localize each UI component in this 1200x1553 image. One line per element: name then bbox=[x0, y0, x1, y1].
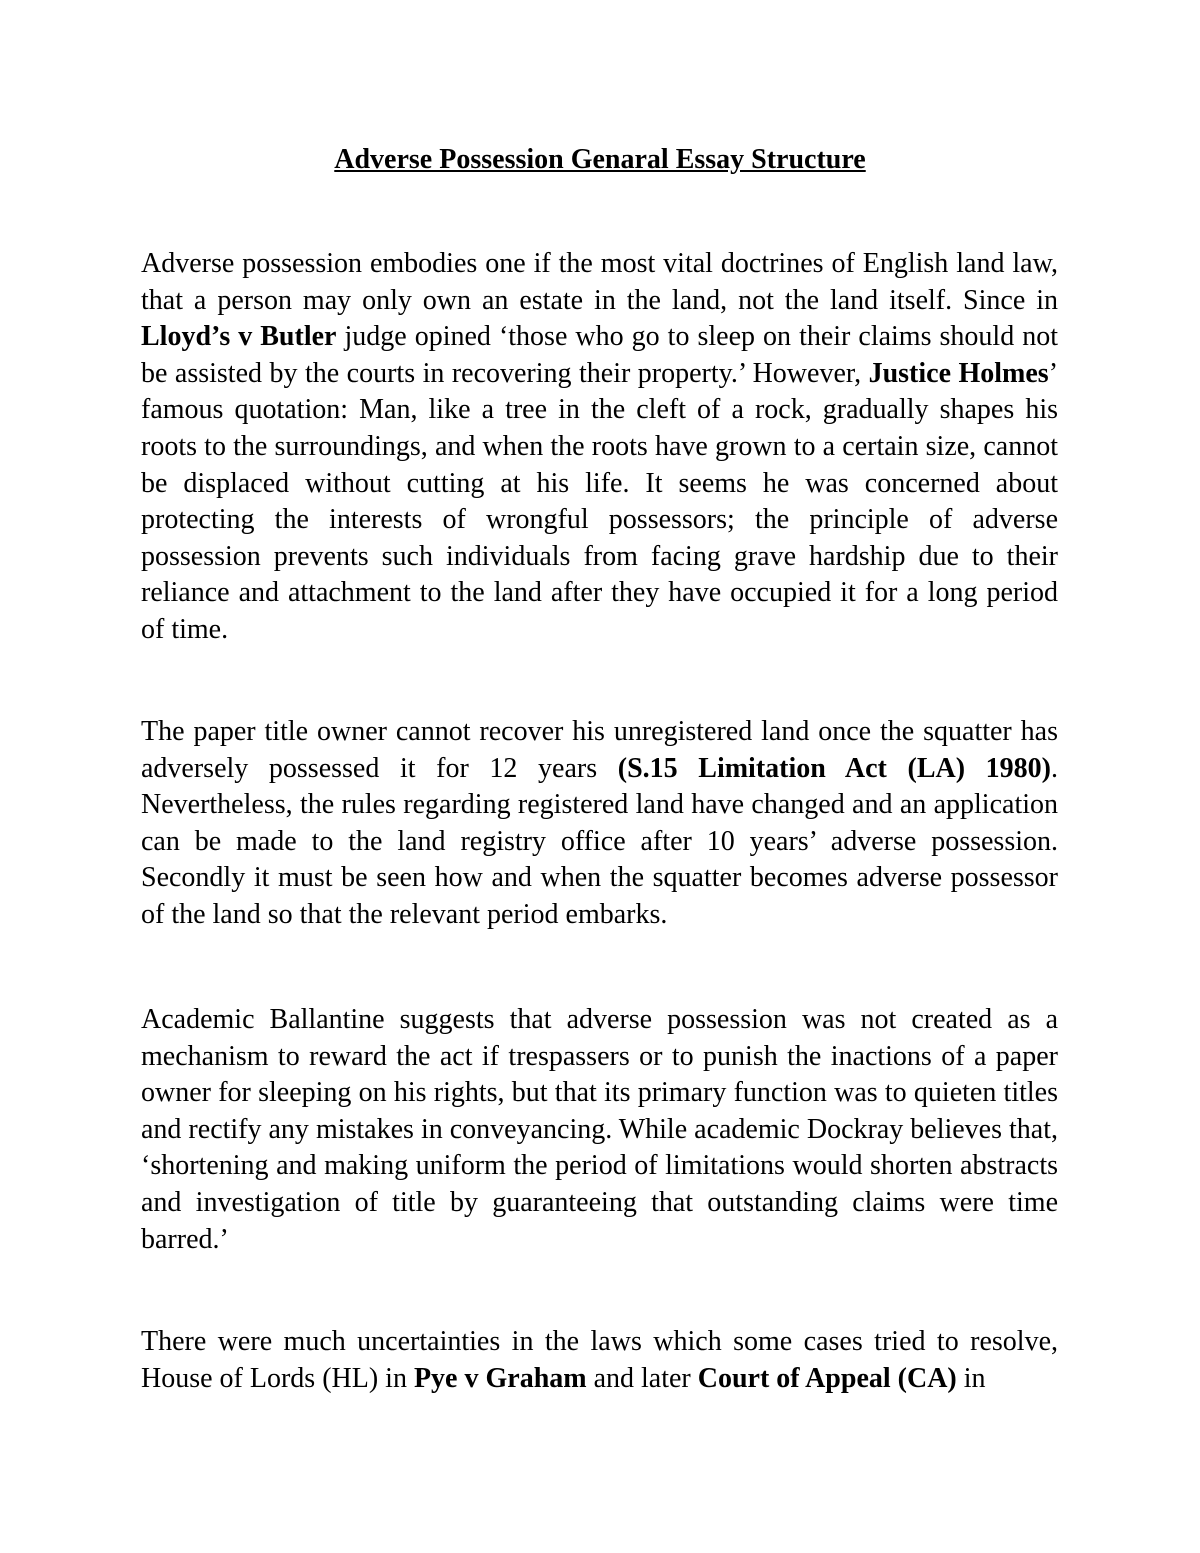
paragraph-4-text-b: and later bbox=[586, 1362, 698, 1394]
paragraph-4-text-a: There were much uncertainties in the laws which some cases tried to resolve, House of Lords (HL) in bbox=[141, 1326, 1058, 1394]
paragraph-1 bbox=[141, 246, 1058, 649]
paragraph-3 bbox=[141, 1002, 1058, 1258]
paragraph-2-text-a: The paper title owner cannot recover his unregistered land once the squatter has adversely possessed it for 12 years bbox=[141, 716, 1058, 784]
paragraph-1-text-a: Adverse possession embodies one if the most vital doctrines of English land law, that a person may only own an estate in the land, not the land itself. Since in bbox=[141, 248, 1058, 316]
paragraph-2-text-b: . Nevertheless, the rules regarding registered land have changed and an application can be made to the land registry office after 10 years’ adverse possession. Secondly it must be seen how and when the squatter becomes adverse possessor of the land so that the relevant period embarks. bbox=[141, 752, 1058, 930]
statute-limitation-act: (S.15 Limitation Act (LA) 1980) bbox=[617, 752, 1051, 784]
paragraph-1-text-c: ’ famous quotation: Man, like a tree in the cleft of a rock, gradually shapes his roots to the surroundings, and when the roots have grown to a certain size, cannot be displaced without cutting at his life. It seems he was concerned about protecting the interests of wrongful possessors; the principle of adverse possession prevents such individuals from facing grave hardship due to their reliance and attachment to the land after they have occupied it for a long period of time. bbox=[141, 357, 1059, 645]
paragraph-2 bbox=[141, 714, 1058, 934]
paragraph-3-text: Academic Ballantine suggests that adverse possession was not created as a mechanism to reward the act if trespassers or to punish the inactions of a paper owner for sleeping on his rights, but that its primary function was to quieten titles and rectify any mistakes in conveyancing. While academic Dockray believes that, ‘shortening and making uniform the period of limitations would shorten abstracts and investigation of title by guaranteeing that outstanding claims were time barred.’ bbox=[141, 1004, 1058, 1255]
case-lloyds-v-butler: Lloyd’s v Butler bbox=[141, 321, 337, 353]
court-of-appeal: Court of Appeal (CA) bbox=[697, 1362, 957, 1394]
paragraph-4-text-c: in bbox=[956, 1362, 986, 1394]
paragraph-1-text-b: judge opined ‘those who go to sleep on their claims should not be assisted by the courts in recovering their property.’ However, bbox=[141, 321, 1058, 389]
document-title: Adverse Possession Genaral Essay Structure bbox=[334, 144, 866, 175]
justice-holmes: Justice Holmes bbox=[868, 357, 1049, 389]
case-pye-v-graham: Pye v Graham bbox=[413, 1362, 587, 1394]
paragraph-4 bbox=[141, 1324, 1058, 1397]
